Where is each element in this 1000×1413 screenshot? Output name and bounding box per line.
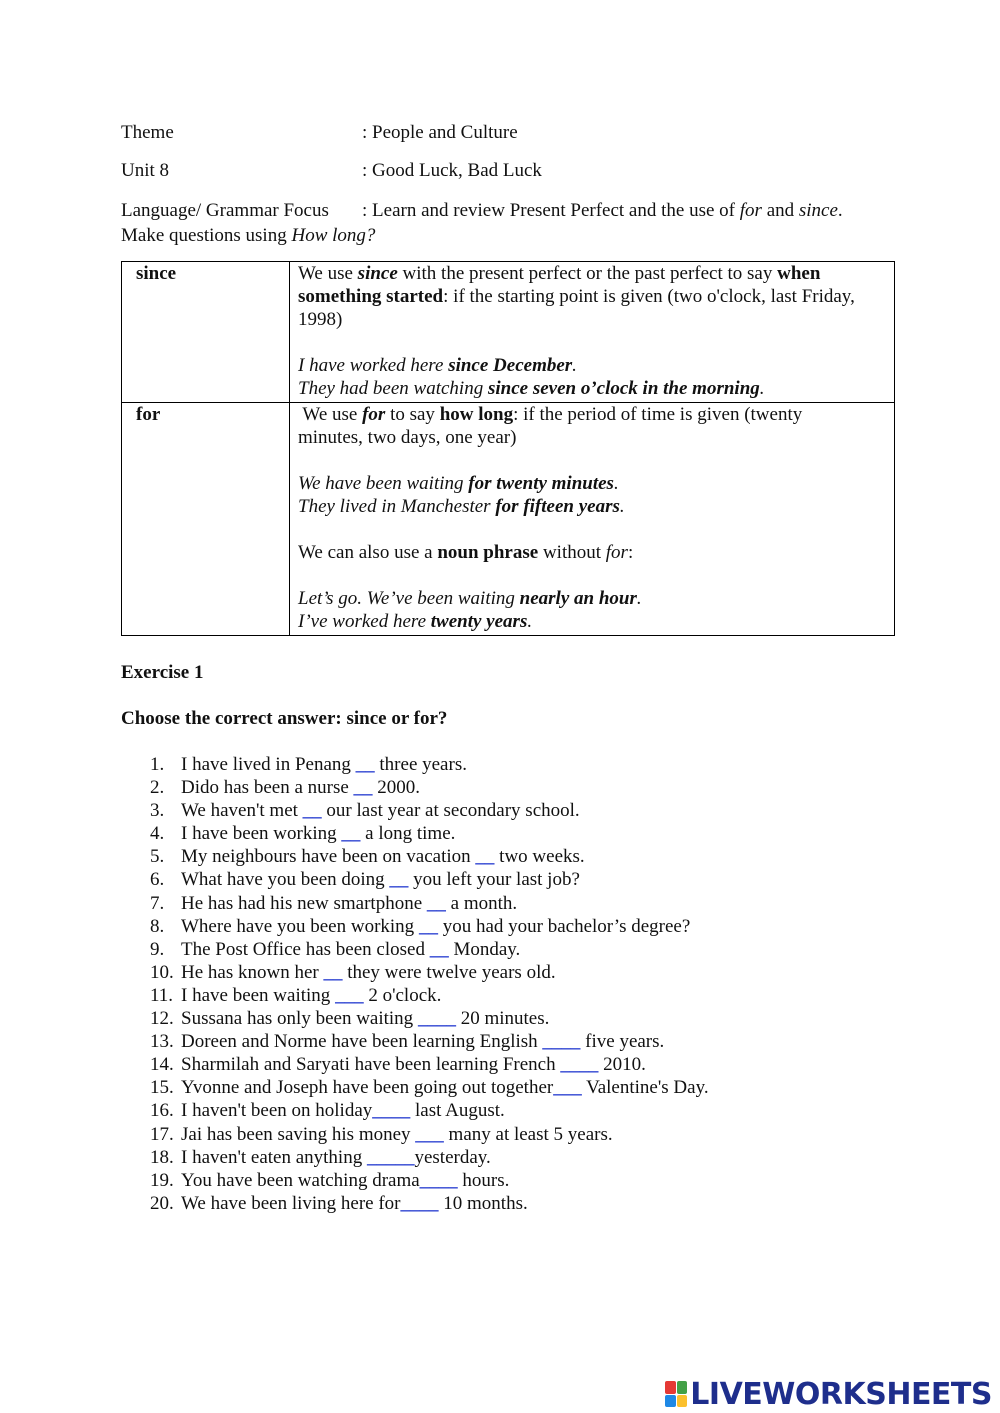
item-text-after: two weeks. [494, 846, 585, 868]
unit-label: Unit 8 [121, 160, 170, 181]
exercise-item [150, 1192, 709, 1215]
unit-value: : Good Luck, Bad Luck [362, 160, 542, 181]
item-number: 15. [150, 1077, 174, 1099]
answer-blank[interactable]: ____ [560, 1054, 599, 1076]
answer-blank[interactable]: ____ [417, 1008, 456, 1030]
item-text-after: you had your bachelor’s degree? [437, 915, 691, 937]
logo-text: LIVEWORKSHEETS [690, 1376, 992, 1412]
item-text-after: they were twelve years old. [342, 961, 556, 983]
item-number: 1. [150, 754, 165, 775]
item-text-before: What have you been doing [181, 869, 390, 891]
exercise-item [150, 938, 709, 961]
item-text-after: many at least 5 years. [443, 1123, 613, 1145]
item-text-before: Sussana has only been waiting [181, 1008, 418, 1030]
focus-label: Language/ Grammar Focus [121, 200, 329, 221]
item-text-after: 20 minutes. [455, 1008, 550, 1030]
item-text-before: I have been waiting [181, 984, 336, 1006]
exercise-item [150, 984, 709, 1007]
item-text-after: hours. [457, 1169, 510, 1191]
item-number: 2. [150, 777, 165, 799]
answer-blank[interactable]: ___ [553, 1077, 582, 1099]
focus-line-2: Make questions using How long? [121, 225, 376, 246]
answer-blank[interactable]: __ [341, 823, 361, 845]
answer-blank[interactable]: ____ [542, 1031, 581, 1053]
exercise-item [150, 776, 709, 799]
term-for: for [122, 403, 290, 636]
answer-blank[interactable]: __ [353, 777, 373, 799]
answer-blank[interactable]: __ [429, 938, 449, 960]
exercise-item [150, 1146, 709, 1169]
answer-blank[interactable]: __ [355, 754, 375, 775]
item-text-before: I have been working [181, 823, 342, 845]
item-text-before: Jai has been saving his money [181, 1123, 416, 1145]
exercise-list [150, 753, 709, 1215]
for-description: We use for to say how long: if the period of time is given (twenty minutes, two days, one year) We have been waiting for twenty minutes. They lived in Manchester for fifteen years. We can also use a noun phrase without for: Let’s go. We’ve been waiting nearly an hour. I’ve worked here twenty years. [290, 403, 895, 636]
item-number: 3. [150, 800, 165, 822]
theme-label: Theme [121, 122, 174, 143]
item-text-before: Yvonne and Joseph have been going out together [181, 1077, 554, 1099]
answer-blank[interactable]: ___ [415, 1123, 444, 1145]
item-text-before: I haven't been on holiday [181, 1100, 373, 1122]
answer-blank[interactable]: __ [426, 892, 446, 914]
item-text-before: You have been watching drama [181, 1169, 420, 1191]
table-row-for [122, 403, 895, 636]
item-number: 7. [150, 892, 165, 914]
item-number: 13. [150, 1031, 174, 1053]
item-text-after: a month. [445, 892, 518, 914]
item-text-after: last August. [410, 1100, 505, 1122]
item-text-before: We haven't met [181, 800, 303, 822]
exercise-item [150, 1169, 709, 1192]
answer-blank[interactable]: ____ [419, 1169, 458, 1191]
exercise-item [150, 892, 709, 915]
item-number: 18. [150, 1146, 174, 1168]
item-text-before: Where have you been working [181, 915, 419, 937]
exercise-instruction: Choose the correct answer: since or for? [121, 708, 448, 729]
exercise-item [150, 1099, 709, 1122]
table-row-since [122, 262, 895, 403]
item-text-before: I have lived in Penang [181, 754, 356, 775]
item-number: 19. [150, 1169, 174, 1191]
item-number: 16. [150, 1100, 174, 1122]
item-text-after: yesterday. [414, 1146, 491, 1168]
item-text-after: five years. [580, 1031, 665, 1053]
item-text-before: Dido has been a nurse [181, 777, 354, 799]
item-number: 9. [150, 938, 165, 960]
item-number: 6. [150, 869, 165, 891]
exercise-title: Exercise 1 [121, 662, 204, 683]
answer-blank[interactable]: ____ [372, 1100, 411, 1122]
answer-blank[interactable]: __ [302, 800, 322, 822]
item-number: 20. [150, 1192, 174, 1214]
term-since: since [122, 262, 290, 403]
item-text-before: Doreen and Norme have been learning English [181, 1031, 543, 1053]
item-number: 8. [150, 915, 165, 937]
item-text-before: Sharmilah and Saryati have been learning French [181, 1054, 561, 1076]
item-text-after: Valentine's Day. [581, 1077, 709, 1099]
answer-blank[interactable]: ____ [400, 1192, 439, 1214]
item-text-before: We have been living here for [181, 1192, 401, 1214]
answer-blank[interactable]: __ [323, 961, 343, 983]
exercise-item [150, 845, 709, 868]
item-text-before: The Post Office has been closed [181, 938, 430, 960]
item-number: 17. [150, 1123, 174, 1145]
exercise-item [150, 1076, 709, 1099]
item-text-before: He has had his new smartphone [181, 892, 427, 914]
grammar-table [121, 261, 895, 636]
exercise-item [150, 961, 709, 984]
liveworksheets-logo [665, 1376, 992, 1412]
theme-value: : People and Culture [362, 122, 518, 143]
exercise-item [150, 753, 709, 776]
answer-blank[interactable]: _____ [366, 1146, 415, 1168]
item-number: 4. [150, 823, 165, 845]
exercise-item [150, 915, 709, 938]
answer-blank[interactable]: __ [418, 915, 438, 937]
exercise-item [150, 1007, 709, 1030]
answer-blank[interactable]: ___ [335, 984, 364, 1006]
item-text-after: our last year at secondary school. [321, 800, 580, 822]
since-description: We use since with the present perfect or the past perfect to say when something started: if the starting point is given (two o'clock, last Friday, 1998) I have worked here since December. They had been watching since seven o’clock in the morning. [290, 262, 895, 403]
liveworksheets-icon [665, 1381, 687, 1407]
item-number: 12. [150, 1008, 174, 1030]
exercise-item [150, 1123, 709, 1146]
item-text-before: I haven't eaten anything [181, 1146, 367, 1168]
item-text-after: 2000. [372, 777, 421, 799]
exercise-item [150, 822, 709, 845]
exercise-item [150, 868, 709, 891]
item-text-after: 10 months. [438, 1192, 528, 1214]
item-text-after: you left your last job? [408, 869, 580, 891]
item-number: 14. [150, 1054, 174, 1076]
item-text-after: 2010. [598, 1054, 646, 1076]
item-text-after: Monday. [448, 938, 521, 960]
answer-blank[interactable]: __ [475, 846, 495, 868]
item-text-before: He has known her [181, 961, 324, 983]
item-text-after: 2 o'clock. [363, 984, 442, 1006]
item-number: 5. [150, 846, 165, 868]
answer-blank[interactable]: __ [389, 869, 409, 891]
item-text-after: a long time. [360, 823, 456, 845]
item-number: 11. [150, 984, 174, 1006]
item-text-before: My neighbours have been on vacation [181, 846, 476, 868]
exercise-item [150, 799, 709, 822]
focus-value: : Learn and review Present Perfect and the use of for and since. [362, 200, 843, 221]
exercise-item [150, 1053, 709, 1076]
item-text-after: three years. [374, 754, 467, 775]
exercise-item [150, 1030, 709, 1053]
item-number: 10. [150, 961, 174, 983]
